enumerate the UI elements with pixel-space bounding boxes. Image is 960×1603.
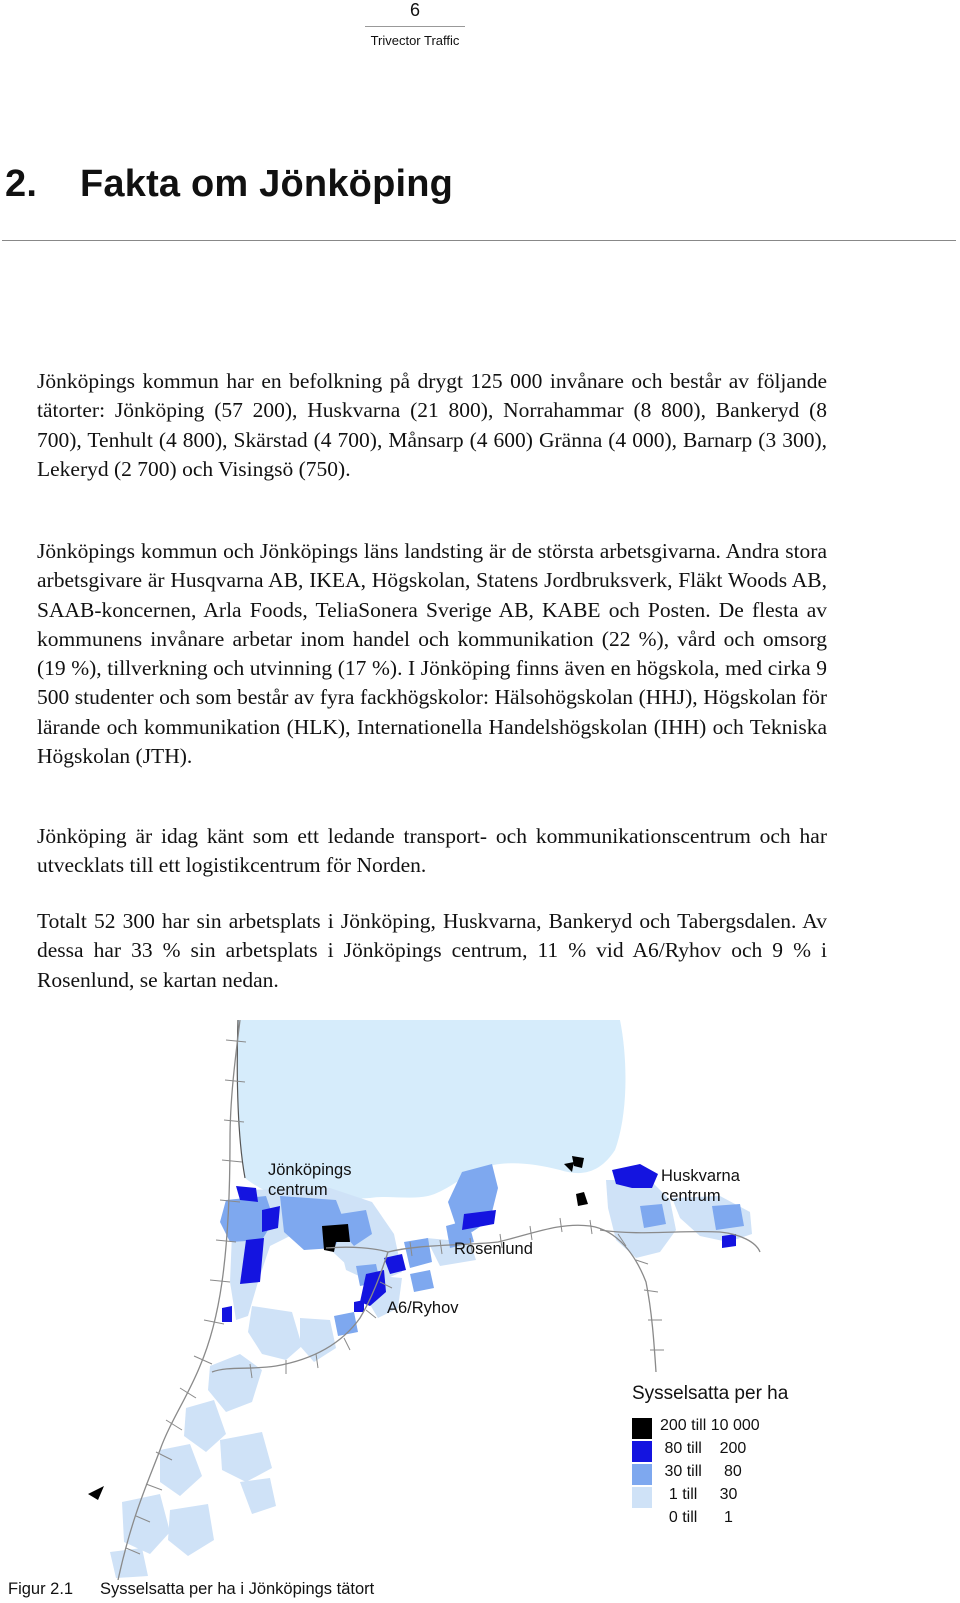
map-label-huskvarna (661, 1166, 740, 1206)
map-label-rosenlund: Rosenlund (454, 1240, 533, 1258)
chapter-number: 2. (5, 163, 38, 205)
title-rule (2, 240, 956, 241)
legend-item (632, 1485, 802, 1507)
chapter-title (5, 163, 453, 206)
figure-caption-text: Sysselsatta per ha i Jönköpings tätort (100, 1580, 375, 1598)
employment-density-map (0, 1020, 960, 1580)
legend-swatch-mid (632, 1464, 652, 1485)
map-label-ryhov: A6/Ryhov (387, 1299, 459, 1317)
legend-item (632, 1508, 802, 1530)
legend-label: 200 till 10 000 (660, 1417, 760, 1434)
legend-title: Sysselsatta per ha (632, 1383, 789, 1404)
map-label-jonkoping (268, 1160, 351, 1200)
legend-label: 0 till 1 (660, 1509, 733, 1526)
paragraph-logistics: Jönköping är idag känt som ett ledande transport- och kommunikationscentrum och har utvecklats till ett logistikcentrum för Norden. (37, 824, 827, 878)
paragraph-workplaces: Totalt 52 300 har sin arbetsplats i Jönköping, Huskvarna, Bankeryd och Tabergsdalen. Av dessa har 33 % sin arbetsplats i Jönköpings centrum, 11 % vid A6/Ryhov och 9 % i Rosenlund, se kartan nedan. (37, 909, 827, 992)
header-rule (365, 26, 465, 27)
map-label-huskvarna-line2: centrum (661, 1187, 721, 1205)
figure-number: Figur 2.1 (8, 1580, 74, 1598)
paragraph-population: Jönköpings kommun har en befolkning på drygt 125 000 invånare och består av följande tätorter: Jönköping (57 200), Huskvarna (21 800), Norrahammar (8 800), Bankeryd (8 700), Tenhult (4 800), Skärstad (4 700), Månsarp (4 600) Gränna (4 000), Barnarp (3 300), Lekeryd (2 700) och Visingsö (750). (37, 369, 827, 481)
map-label-jonkoping-line1: Jönköpings (268, 1161, 352, 1179)
legend-label: 30 till 80 (660, 1463, 742, 1480)
map-graphic (0, 1020, 960, 1580)
legend-swatch-blue (632, 1441, 652, 1462)
legend-item (632, 1462, 802, 1484)
header-company: Trivector Traffic (370, 33, 460, 48)
paragraph-employers: Jönköpings kommun och Jönköpings läns landsting är de största arbetsgivarna. Andra stora arbetsgivare är Husqvarna AB, IKEA, Högskolan, Statens Jordbruksverk, Fläkt Woods AB, SAAB-koncernen, Arla Foods, TeliaSonera Sverige AB, KABE och Posten. De flesta av kommunens invånare arbetar inom handel och kommunikation (22 %), vård och omsorg (19 %), tillverkning och utvinning (17 %). I Jönköping finns även en högskola, med cirka 9 500 studenter och som består av fyra fackhögskolor: Hälsohögskolan (HHJ), Högskolan för lärande och kommunikation (HLK), Internationella Handelshögskolan (IHH) och Tekniska Högskolan (JTH). (37, 539, 827, 769)
legend-swatch-black (632, 1418, 652, 1439)
legend-item (632, 1416, 802, 1438)
chapter-title-text: Fakta om Jönköping (80, 163, 454, 205)
map-label-jonkoping-line2: centrum (268, 1181, 328, 1199)
legend-swatch-light (632, 1487, 652, 1508)
legend-item (632, 1439, 802, 1461)
legend-label: 80 till 200 (660, 1440, 747, 1457)
map-label-huskvarna-line1: Huskvarna (661, 1167, 740, 1185)
legend-label: 1 till 30 (660, 1486, 738, 1503)
legend-swatch-white (632, 1510, 652, 1531)
page-number: 6 (409, 0, 420, 20)
